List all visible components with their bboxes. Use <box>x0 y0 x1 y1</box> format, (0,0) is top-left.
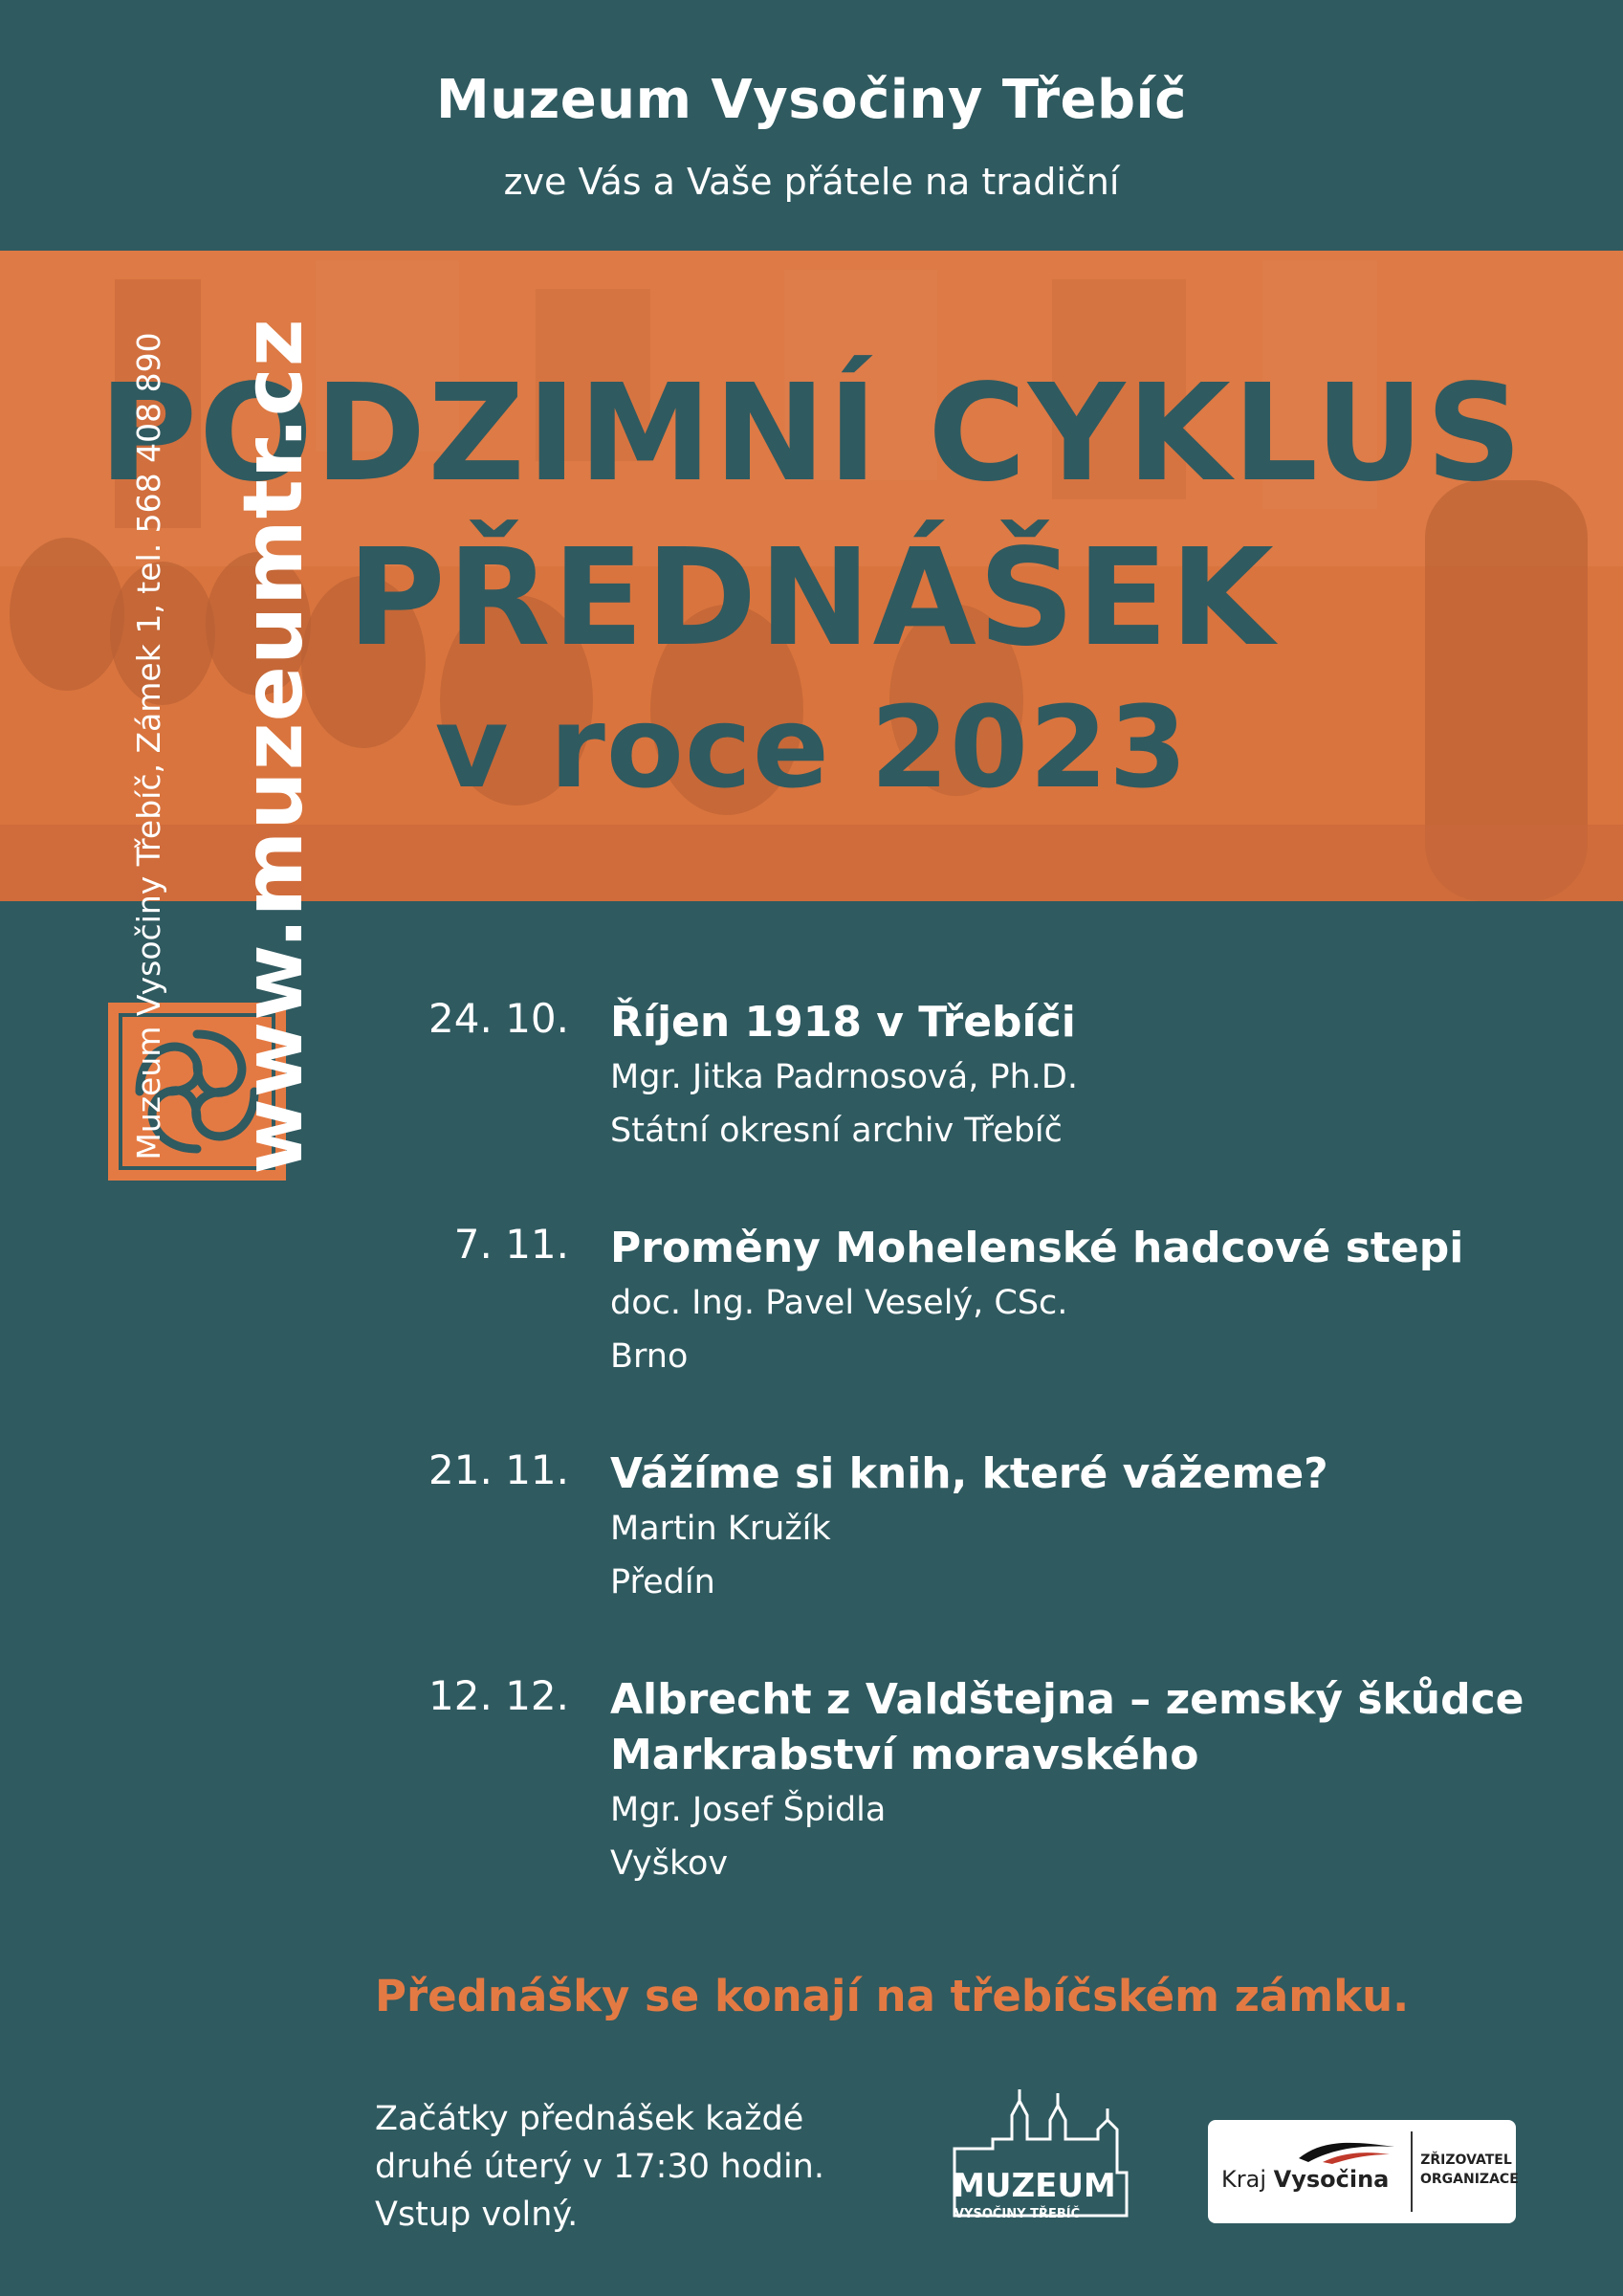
kraj-region: Vysočina <box>1273 2166 1390 2193</box>
lecture-place: Předín <box>610 1563 715 1601</box>
lecture-speaker: doc. Ing. Pavel Veselý, CSc. <box>610 1284 1068 1322</box>
lecture-place: Státní okresní archiv Třebíč <box>610 1112 1063 1150</box>
lecture-date: 7. 11. <box>453 1221 569 1268</box>
muzeum-logo-text: MUZEUM <box>953 2167 1116 2205</box>
museum-name: Muzeum Vysočiny Třebíč <box>436 69 1187 131</box>
lecture-place: Brno <box>610 1337 689 1376</box>
lecture-speaker: Mgr. Josef Špidla <box>610 1791 887 1829</box>
admission-text: Vstup volný. <box>375 2196 579 2234</box>
divider <box>1411 2131 1413 2212</box>
lecture-place: Vyškov <box>610 1844 729 1883</box>
kraj-name <box>1221 2166 1389 2193</box>
lecture-item <box>383 1221 1588 1446</box>
schedule-info <box>375 2095 910 2239</box>
lecture-speaker: Martin Kružík <box>610 1510 831 1548</box>
lecture-topic: Vážíme si knih, které vážeme? <box>610 1449 1328 1498</box>
website-link[interactable]: www.muzeumtr.cz <box>226 318 321 1175</box>
lecture-item <box>383 1672 1588 1959</box>
kraj-prefix: Kraj <box>1221 2166 1266 2193</box>
schedule-line: Začátky přednášek každé <box>375 2100 804 2138</box>
lecture-item <box>383 995 1588 1221</box>
lecture-item <box>383 1446 1588 1672</box>
lecture-topic: Říjen 1918 v Třebíči <box>610 998 1076 1047</box>
founder-label <box>1420 2151 1519 2189</box>
lecture-date: 21. 11. <box>428 1446 569 1493</box>
invitation-text: zve Vás a Vaše přátele na tradiční <box>503 161 1120 203</box>
lecture-topic: Albrecht z Valdštejna – zemský škůdce <box>610 1675 1524 1724</box>
title-line-1: PODZIMNÍ CYKLUS <box>99 356 1524 512</box>
lecture-date: 24. 10. <box>428 995 569 1042</box>
swoosh-icon <box>1294 2137 1399 2166</box>
lecture-topic-continued: Markrabství moravského <box>610 1731 1199 1779</box>
lecture-topic: Proměny Mohelenské hadcové stepi <box>610 1224 1464 1272</box>
schedule-line: druhé úterý v 17:30 hodin. <box>375 2148 824 2186</box>
address-text: Muzeum Vysočiny Třebíč, Zámek 1, tel. 568 408 890 <box>130 332 167 1160</box>
muzeum-logo <box>935 2082 1142 2231</box>
founder-label-line: ORGANIZACE <box>1420 2172 1519 2187</box>
lecture-list <box>383 995 1588 1959</box>
muzeum-logo-subtext: VYSOČINY TŘEBÍČ <box>954 2207 1081 2221</box>
founder-label-line: ZŘIZOVATEL <box>1420 2152 1512 2168</box>
lecture-speaker: Mgr. Jitka Padrnosová, Ph.D. <box>610 1058 1078 1096</box>
header <box>0 0 1623 251</box>
venue-note: Přednášky se konají na třebíčském zámku. <box>375 1971 1410 2021</box>
title-line-2: PŘEDNÁŠEK <box>347 520 1276 676</box>
lecture-date: 12. 12. <box>428 1672 569 1719</box>
title-line-3: v roce 2023 <box>434 681 1189 813</box>
kraj-vysocina-logo <box>1208 2120 1519 2223</box>
